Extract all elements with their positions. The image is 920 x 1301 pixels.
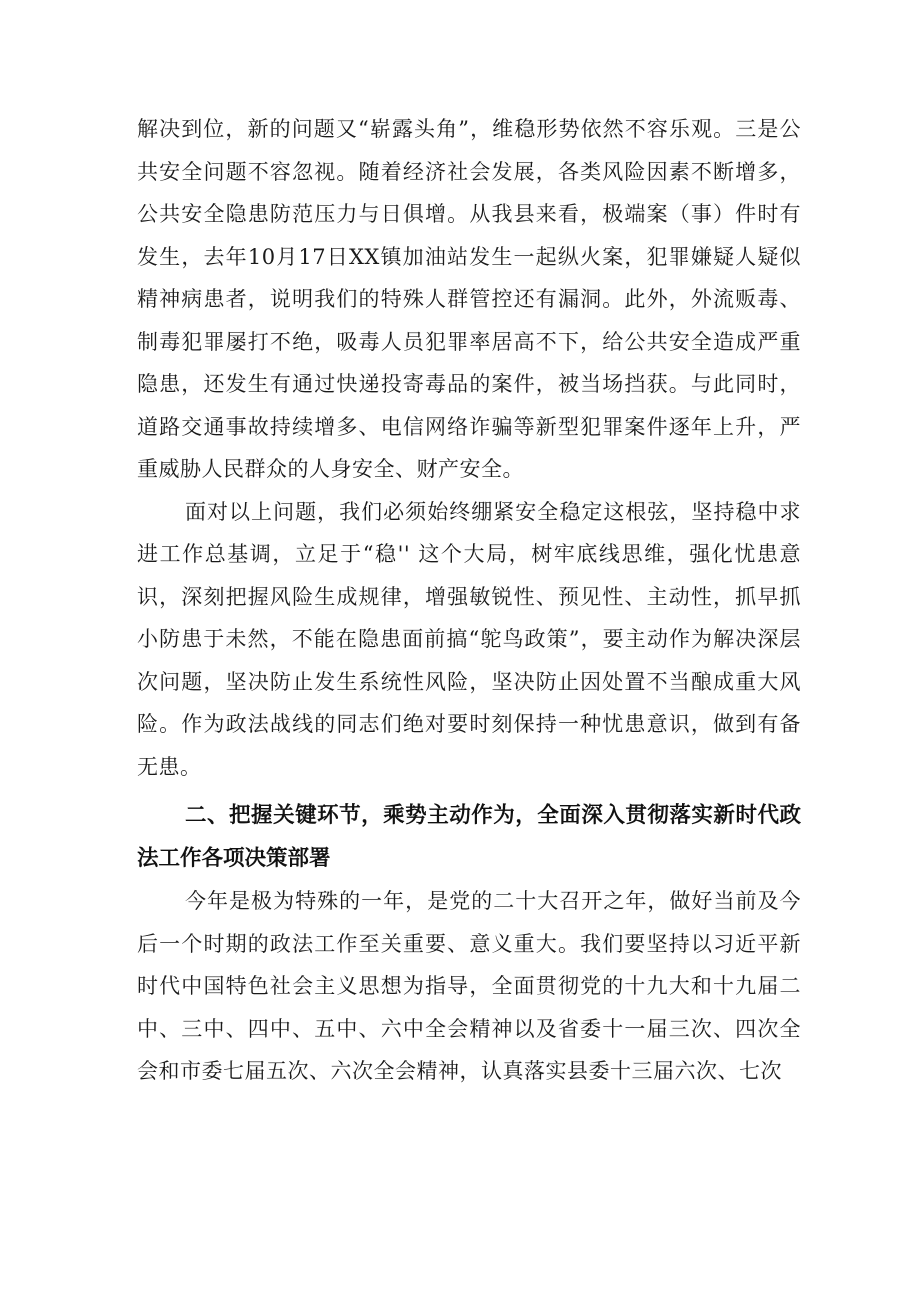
paragraph-conclusion: 面对以上问题，我们必须始终绷紧安全稳定这根弦，坚持稳中求进工作总基调，立足于“稳'' 这个大局，树牢底线思维，强化忧患意识，深刻把握风险生成规律，增强敏锐性、预见性、主动性，抓早抓小防患于未然，不能在隐患面前搞“鸵鸟政策”，要主动作为解决深层次问题，坚决防止发生系统性风险，坚决防止因处置不当酿成重大风险。作为政法战线的同志们绝对要时刻保持一种忧患意识，做到有备无患。 [137, 499, 801, 779]
document-page [137, 108, 801, 1093]
section-heading: 二、把握关键环节，乘势主动作为，全面深入贯彻落实新时代政法工作各项决策部署 [137, 803, 801, 871]
paragraph-final: 今年是极为特殊的一年，是党的二十大召开之年，做好当前及今后一个时期的政法工作至关重要、意义重大。我们要坚持以习近平新时代中国特色社会主义思想为指导，全面贯彻党的十九大和十九届二中、三中、四中、五中、六中全会精神以及省委十一届三次、四次全会和市委七届五次、六次全会精神，认真落实县委十三届六次、七次 [137, 889, 801, 1083]
paragraph-continuation: 解决到位，新的问题又“崭露头角”，维稳形势依然不容乐观。三是公共安全问题不容忽视。随着经济社会发展，各类风险因素不断增多，公共安全隐患防范压力与日俱增。从我县来看，极端案（事）件时有发生，去年10月17日XX镇加油站发生一起纵火案，犯罪嫌疑人疑似精神病患者，说明我们的特殊人群管控还有漏洞。此外，外流贩毒、制毒犯罪屡打不绝，吸毒人员犯罪率居高不下，给公共安全造成严重隐患，还发生有通过快递投寄毒品的案件，被当场挡获。与此同时，道路交通事故持续增多、电信网络诈骗等新型犯罪案件逐年上升，严重威胁人民群众的人身安全、财产安全。 [137, 117, 801, 481]
